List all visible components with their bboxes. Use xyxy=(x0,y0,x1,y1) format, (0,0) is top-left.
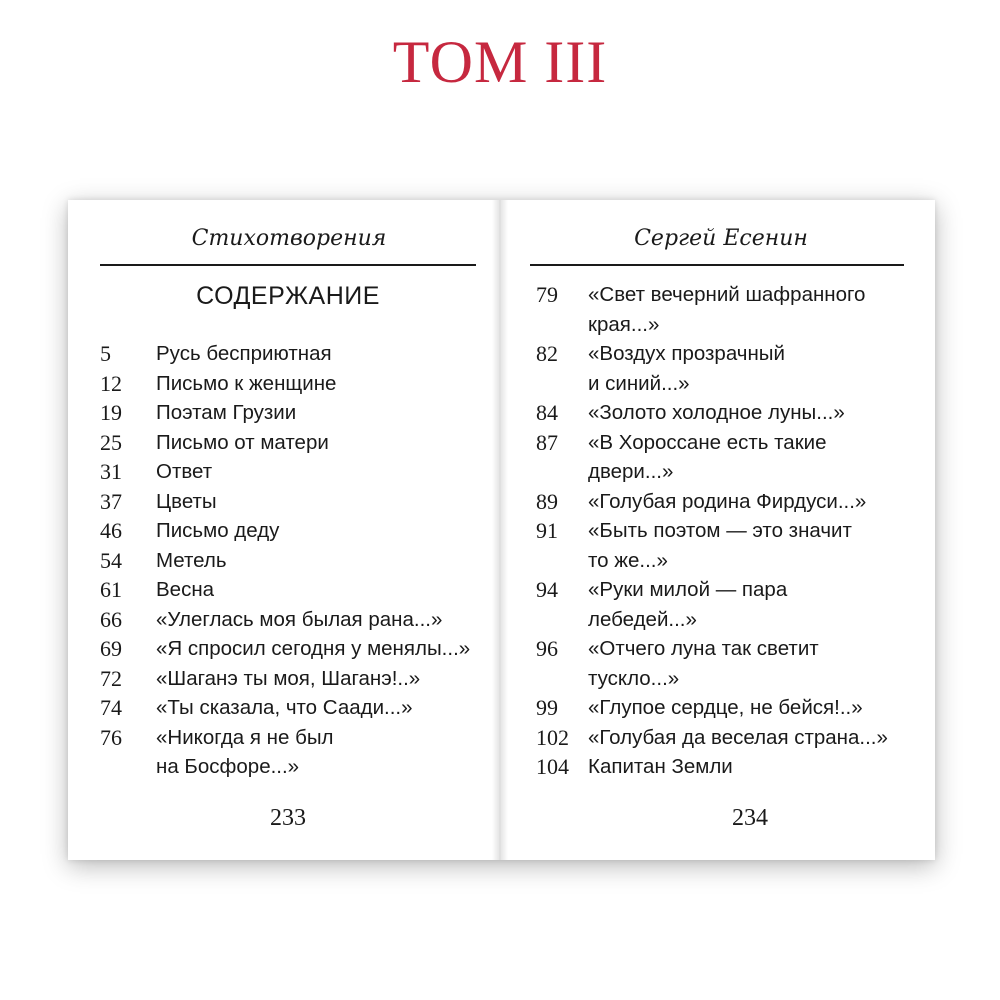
contents-entry xyxy=(100,516,495,546)
entry-title: «Голубая родина Фирдуси...» xyxy=(588,489,867,513)
entry-title: «В Хороссане есть такие двери...» xyxy=(588,430,827,483)
entry-title: «Воздух прозрачный и синий...» xyxy=(588,342,785,395)
entry-title: «Голубая да веселая страна...» xyxy=(588,725,888,749)
entry-page-number: 72 xyxy=(100,665,122,691)
contents-heading: СОДЕРЖАНИЕ xyxy=(196,282,380,310)
entry-title: Письмо к женщине xyxy=(156,371,337,395)
right-page xyxy=(500,200,935,860)
entry-title: «Шаганэ ты моя, Шаганэ!..» xyxy=(156,666,421,690)
right-page-number: 234 xyxy=(732,805,768,831)
contents-entry xyxy=(536,487,931,517)
entry-page-number: 37 xyxy=(100,488,122,514)
contents-entry xyxy=(536,398,931,428)
entry-page-number: 94 xyxy=(536,577,558,602)
entry-page-number: 91 xyxy=(536,518,558,543)
right-head-rule xyxy=(530,264,904,266)
entry-title: Русь бесприютная xyxy=(156,342,332,365)
entry-page-number: 54 xyxy=(100,547,122,573)
contents-entry xyxy=(536,280,931,339)
right-contents-list xyxy=(536,280,931,782)
entry-page-number: 82 xyxy=(536,341,558,366)
left-page xyxy=(68,200,500,860)
volume-title: ТОМ III xyxy=(392,29,608,95)
entry-title: «Руки милой — пара лебедей...» xyxy=(588,578,788,631)
entry-page-number: 66 xyxy=(100,606,122,632)
open-book xyxy=(68,200,935,860)
contents-entry xyxy=(100,575,495,605)
entry-page-number: 104 xyxy=(536,754,569,779)
entry-title: «Золото холодное луны...» xyxy=(588,401,845,424)
entry-title: «Ты сказала, что Саади...» xyxy=(156,696,413,719)
contents-entry xyxy=(100,457,495,487)
contents-entry xyxy=(100,634,495,664)
entry-page-number: 84 xyxy=(536,400,558,425)
entry-page-number: 76 xyxy=(100,724,122,750)
entry-page-number: 79 xyxy=(536,282,558,307)
entry-title: «Свет вечерний шафранного края...» xyxy=(588,283,866,336)
contents-entry xyxy=(536,634,931,693)
contents-entry xyxy=(100,546,495,576)
contents-entry xyxy=(100,428,495,458)
entry-page-number: 102 xyxy=(536,724,569,750)
entry-page-number: 87 xyxy=(536,429,558,455)
entry-title: Капитан Земли xyxy=(588,755,733,778)
right-running-head: Сергей Есенин xyxy=(634,226,808,251)
contents-entry xyxy=(536,516,931,575)
entry-title: «Я спросил сегодня у менялы...» xyxy=(156,637,471,660)
contents-entry xyxy=(100,487,495,517)
entry-page-number: 19 xyxy=(100,400,122,425)
left-running-head: Стихотворения xyxy=(191,226,387,251)
contents-entry xyxy=(100,723,495,782)
entry-title: «Глупое сердце, не бейся!..» xyxy=(588,696,863,719)
entry-page-number: 99 xyxy=(536,695,558,720)
entry-title: Метель xyxy=(156,548,227,572)
contents-entry xyxy=(536,693,931,723)
entry-page-number: 74 xyxy=(100,695,122,720)
contents-entry xyxy=(100,664,495,694)
book-gutter xyxy=(492,200,508,860)
entry-page-number: 12 xyxy=(100,370,122,396)
entry-page-number: 89 xyxy=(536,488,558,514)
contents-entry xyxy=(536,723,931,753)
entry-title: «Никогда я не был на Босфоре...» xyxy=(156,725,334,778)
entry-page-number: 69 xyxy=(100,636,122,661)
entry-title: Поэтам Грузии xyxy=(156,401,297,424)
entry-title: «Быть поэтом — это значит то же...» xyxy=(588,519,852,572)
entry-page-number: 61 xyxy=(100,577,122,602)
left-head-rule xyxy=(100,264,476,266)
contents-entry xyxy=(100,369,495,399)
entry-page-number: 5 xyxy=(100,341,111,366)
entry-page-number: 25 xyxy=(100,429,122,455)
contents-entry xyxy=(100,693,495,723)
left-page-number: 233 xyxy=(270,805,306,831)
entry-title: «Отчего луна так светит тускло...» xyxy=(588,637,819,690)
contents-entry xyxy=(536,339,931,398)
contents-entry xyxy=(536,752,931,782)
contents-entry xyxy=(536,428,931,487)
contents-entry xyxy=(100,339,495,369)
entry-title: «Улеглась моя былая рана...» xyxy=(156,607,443,631)
entry-page-number: 46 xyxy=(100,518,122,543)
contents-entry xyxy=(536,575,931,634)
entry-title: Письмо деду xyxy=(156,519,280,542)
entry-title: Цветы xyxy=(156,489,217,513)
entry-title: Ответ xyxy=(156,460,213,483)
left-contents-list xyxy=(100,339,495,782)
contents-entry xyxy=(100,398,495,428)
entry-page-number: 96 xyxy=(536,636,558,661)
entry-page-number: 31 xyxy=(100,459,122,484)
contents-entry xyxy=(100,605,495,635)
entry-title: Письмо от матери xyxy=(156,430,329,454)
entry-title: Весна xyxy=(156,578,215,601)
